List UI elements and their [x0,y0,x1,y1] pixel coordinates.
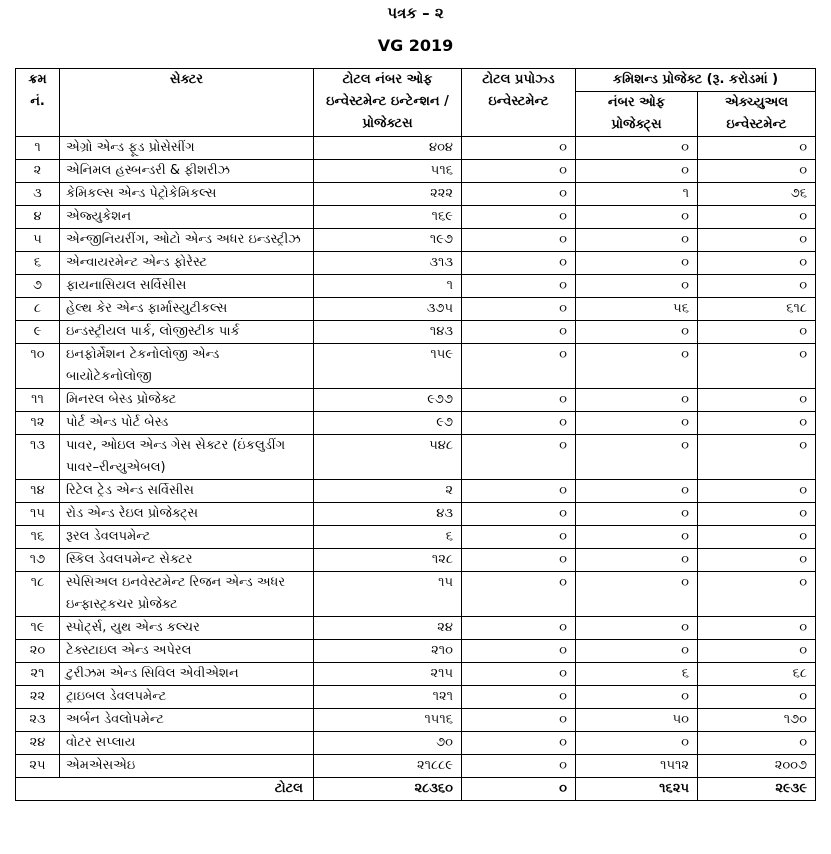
cell-sector: રૂરલ ડેવલપમેન્ટ [60,526,314,549]
table-row [16,732,816,755]
total-row [16,778,816,801]
cell-commissioned-number: ૦ [576,732,698,755]
table-row [16,549,816,572]
cell-sno: ૧૨ [16,412,60,435]
cell-total-proposed: ૦ [462,206,576,229]
cell-total-proposed: ૦ [462,412,576,435]
cell-sno: ૨૧ [16,663,60,686]
cell-sno: ૧૮ [16,572,60,617]
cell-total-number: ૭૦ [314,732,462,755]
cell-actual-investment: ૭૬ [698,183,816,206]
cell-commissioned-number: ૦ [576,389,698,412]
cell-actual-investment: ૦ [698,572,816,617]
cell-sector: કેમિકલ્સ એન્ડ પેટ્રોકેમિકલ્સ [60,183,314,206]
cell-actual-investment: ૦ [698,321,816,344]
cell-sno: ૨ [16,160,60,183]
cell-sector: પાવર, ઓઇલ એન્ડ ગેસ સેક્ટર (ઇંકલુડીંગ પાવર–રીન્યુએબલ) [60,435,314,480]
cell-total-number: ૧૬૯ [314,206,462,229]
table-row [16,206,816,229]
cell-total-number: ૩૭૫ [314,298,462,321]
cell-commissioned-number: ૦ [576,640,698,663]
cell-sector: એગ્રો એન્ડ ફૂડ પ્રોસેસીંગ [60,137,314,160]
cell-total-proposed: ૦ [462,663,576,686]
cell-commissioned-number: ૦ [576,137,698,160]
cell-sector: સ્પેસિઅલ ઇનવેસ્ટમેન્ટ રિજન એન્ડ અધર ઇન્ફાસ્ટ્રકચર પ્રોજેક્ટ [60,572,314,617]
table-row [16,686,816,709]
cell-commissioned-number: ૦ [576,252,698,275]
document-heading: પત્રક – ૨ [387,4,444,22]
cell-actual-investment: ૦ [698,549,816,572]
cell-total-proposed: ૦ [462,252,576,275]
cell-sector: હેલ્થ કેર એન્ડ ફાર્માસ્યુટીકલ્સ [60,298,314,321]
cell-total-number: ૧૯૭ [314,229,462,252]
cell-commissioned-number: ૦ [576,321,698,344]
cell-total-number: ૨૧૦ [314,640,462,663]
cell-sno: ૬ [16,252,60,275]
cell-total-proposed: ૦ [462,229,576,252]
cell-actual-investment: ૦ [698,617,816,640]
cell-commissioned-number: ૦ [576,617,698,640]
cell-actual-investment: ૦ [698,503,816,526]
cell-commissioned-number: ૦ [576,344,698,389]
cell-commissioned-number: ૫૬ [576,298,698,321]
cell-commissioned-number: ૦ [576,503,698,526]
cell-total-number: ૧ [314,275,462,298]
cell-total-proposed: ૦ [462,275,576,298]
cell-total-proposed: ૦ [462,321,576,344]
cell-sno: ૧૧ [16,389,60,412]
cell-total-proposed: ૦ [462,298,576,321]
cell-sector: ફાયનાસિયલ સર્વિસીસ [60,275,314,298]
cell-sector: અર્બન ડેવલોપમેન્ટ [60,709,314,732]
cell-total-proposed: ૦ [462,617,576,640]
investment-table [15,68,816,801]
cell-actual-investment: ૦ [698,526,816,549]
cell-total-number: ૧૨૧ [314,686,462,709]
cell-total-number: ૧૫૯ [314,344,462,389]
cell-sector: એનિમલ હસ્બન્ડરી & ફીશરીઝ [60,160,314,183]
cell-actual-investment: ૦ [698,137,816,160]
cell-actual-investment: ૦ [698,160,816,183]
table-row [16,252,816,275]
cell-commissioned-number: ૫૦ [576,709,698,732]
total-label: ટોટલ [16,778,314,801]
header-actual-investment: એક્ચ્યુઅલ ઇન્વેસ્ટમેન્ટ [698,92,816,137]
cell-total-number: ૧૫૧૬ [314,709,462,732]
cell-sno: ૧૫ [16,503,60,526]
table-row [16,298,816,321]
cell-total-number: ૧૪૩ [314,321,462,344]
cell-sector: એન્જીનિયરીંગ, ઓટો એન્ડ અધર ઇન્ડસ્ટ્રીઝ [60,229,314,252]
cell-actual-investment: ૨૦૦૭ [698,755,816,778]
table-row [16,412,816,435]
cell-sector: એમએસએઇ [60,755,314,778]
cell-actual-investment: ૦ [698,640,816,663]
cell-total-number: ૬ [314,526,462,549]
cell-total-number: ૪૦૪ [314,137,462,160]
cell-total-proposed: ૦ [462,344,576,389]
cell-actual-investment: ૦ [698,412,816,435]
cell-sno: ૩ [16,183,60,206]
cell-commissioned-number: ૦ [576,229,698,252]
cell-commissioned-number: ૧ [576,183,698,206]
cell-sector: એન્વાયરમેન્ટ એન્ડ ફોરેસ્ટ [60,252,314,275]
cell-sno: ૭ [16,275,60,298]
cell-total-proposed: ૦ [462,686,576,709]
total-actual-cell: ૨૯૩૯ [698,778,816,801]
total-number-cell: ૨૮૩૬૦ [314,778,462,801]
cell-total-proposed: ૦ [462,435,576,480]
cell-sno: ૧૦ [16,344,60,389]
cell-sector: ટેક્સ્ટાઇલ એન્ડ અપેરલ [60,640,314,663]
cell-total-number: ૨૧૮૮૯ [314,755,462,778]
table-row [16,755,816,778]
cell-sno: ૧૭ [16,549,60,572]
cell-total-number: ૨ [314,480,462,503]
cell-total-proposed: ૦ [462,389,576,412]
cell-sno: ૧૪ [16,480,60,503]
table-row [16,344,816,389]
cell-actual-investment: ૦ [698,389,816,412]
cell-total-number: ૧૨૮ [314,549,462,572]
cell-sno: ૨૩ [16,709,60,732]
table-row [16,640,816,663]
cell-total-number: ૨૪ [314,617,462,640]
cell-commissioned-number: ૦ [576,435,698,480]
cell-commissioned-number: ૦ [576,480,698,503]
cell-total-proposed: ૦ [462,503,576,526]
cell-total-number: ૫૧૬ [314,160,462,183]
header-total-proposed: ટોટલ પ્રપોઝ્ડ ઇન્વેસ્ટમેન્ટ [462,69,576,137]
cell-total-number: ૩૧૩ [314,252,462,275]
cell-total-proposed: ૦ [462,183,576,206]
table-row [16,160,816,183]
table-row [16,275,816,298]
cell-total-number: ૨૧૫ [314,663,462,686]
cell-commissioned-number: ૬ [576,663,698,686]
cell-total-proposed: ૦ [462,137,576,160]
cell-sno: ૧ [16,137,60,160]
cell-sno: ૧૯ [16,617,60,640]
cell-commissioned-number: ૦ [576,572,698,617]
cell-total-proposed: ૦ [462,526,576,549]
total-commissioned-cell: ૧૬૨૫ [576,778,698,801]
cell-sno: ૯ [16,321,60,344]
cell-sno: ૪ [16,206,60,229]
total-proposed-cell: ૦ [462,778,576,801]
cell-commissioned-number: ૧૫૧૨ [576,755,698,778]
cell-commissioned-number: ૦ [576,526,698,549]
header-total-number: ટોટલ નંબર ઓફ ઇન્વેસ્ટમેન્ટ ઇન્ટેન્શન / પ્રોજેક્ટસ [314,69,462,137]
cell-actual-investment: ૦ [698,686,816,709]
cell-actual-investment: ૦ [698,732,816,755]
table-body [16,137,816,778]
cell-sector: ટ્રાઇબલ ડેવલપમેન્ટ [60,686,314,709]
table-row [16,183,816,206]
cell-actual-investment: ૦ [698,206,816,229]
cell-actual-investment: ૦ [698,435,816,480]
cell-total-proposed: ૦ [462,732,576,755]
cell-total-number: ૧૫ [314,572,462,617]
cell-sno: ૨૪ [16,732,60,755]
cell-sector: ઇન્ડસ્ટ્રીયલ પાર્ક, લોજીસ્ટીક પાર્ક [60,321,314,344]
cell-total-number: ૨૨૨ [314,183,462,206]
table-row [16,435,816,480]
cell-commissioned-number: ૦ [576,206,698,229]
cell-sno: ૨૦ [16,640,60,663]
cell-actual-investment: ૦ [698,480,816,503]
table-row [16,389,816,412]
cell-total-number: ૪૩ [314,503,462,526]
table-row [16,229,816,252]
cell-actual-investment: ૦ [698,252,816,275]
cell-actual-investment: ૦ [698,275,816,298]
table-row [16,572,816,617]
cell-sector: મિનરલ બેસ્ડ પ્રોજેક્ટ [60,389,314,412]
cell-sector: ટુરીઝમ એન્ડ સિવિલ એવીએશન [60,663,314,686]
cell-total-number: ૯૭ [314,412,462,435]
table-row [16,503,816,526]
cell-commissioned-number: ૦ [576,160,698,183]
cell-sector: એજ્યુકેશન [60,206,314,229]
cell-actual-investment: ૧૭૦ [698,709,816,732]
cell-total-proposed: ૦ [462,160,576,183]
cell-commissioned-number: ૦ [576,549,698,572]
header-row-1 [16,69,816,92]
document-subheading: VG 2019 [377,36,454,55]
cell-commissioned-number: ૦ [576,275,698,298]
header-sector: સેક્ટર [60,69,314,137]
cell-actual-investment: ૦ [698,229,816,252]
cell-sno: ૧૩ [16,435,60,480]
cell-commissioned-number: ૦ [576,412,698,435]
cell-total-proposed: ૦ [462,755,576,778]
cell-total-number: ૫૪૮ [314,435,462,480]
cell-total-proposed: ૦ [462,572,576,617]
cell-sector: રોડ એન્ડ રેઇલ પ્રોજેક્ટ્સ [60,503,314,526]
cell-commissioned-number: ૦ [576,686,698,709]
cell-actual-investment: ૬૮ [698,663,816,686]
cell-total-proposed: ૦ [462,549,576,572]
cell-sno: ૮ [16,298,60,321]
cell-sno: ૫ [16,229,60,252]
table-row [16,709,816,732]
table-row [16,526,816,549]
cell-total-proposed: ૦ [462,640,576,663]
header-commissioned-group: કમિશન્ડ પ્રોજેક્ટ (રૂ. કરોડમાં ) [576,69,816,92]
table-row [16,480,816,503]
cell-sector: ઇનફોર્મેશન ટેકનોલોજી એન્ડ બાયોટેકનોલોજી [60,344,314,389]
cell-total-proposed: ૦ [462,709,576,732]
cell-total-proposed: ૦ [462,480,576,503]
cell-sno: ૧૬ [16,526,60,549]
header-sno: ક્રમ નં. [16,69,60,137]
cell-sector: સ્પોર્ટ્સ, યુથ એન્ડ કલ્ચર [60,617,314,640]
cell-sno: ૨૫ [16,755,60,778]
header-commissioned-number: નંબર ઓફ પ્રોજેક્ટ્સ [576,92,698,137]
cell-sector: પોર્ટ એન્ડ પોર્ટ બેસ્ડ [60,412,314,435]
cell-total-number: ૯૭૭ [314,389,462,412]
table-row [16,663,816,686]
table-row [16,617,816,640]
cell-sno: ૨૨ [16,686,60,709]
cell-sector: વોટર સપ્લાય [60,732,314,755]
table-row [16,321,816,344]
table-row [16,137,816,160]
cell-actual-investment: ૦ [698,344,816,389]
cell-sector: રિટેલ ટ્રેડ એન્ડ સર્વિસીસ [60,480,314,503]
cell-actual-investment: ૬૧૮ [698,298,816,321]
cell-sector: સ્કિલ ડેવલપમેન્ટ સેક્ટર [60,549,314,572]
